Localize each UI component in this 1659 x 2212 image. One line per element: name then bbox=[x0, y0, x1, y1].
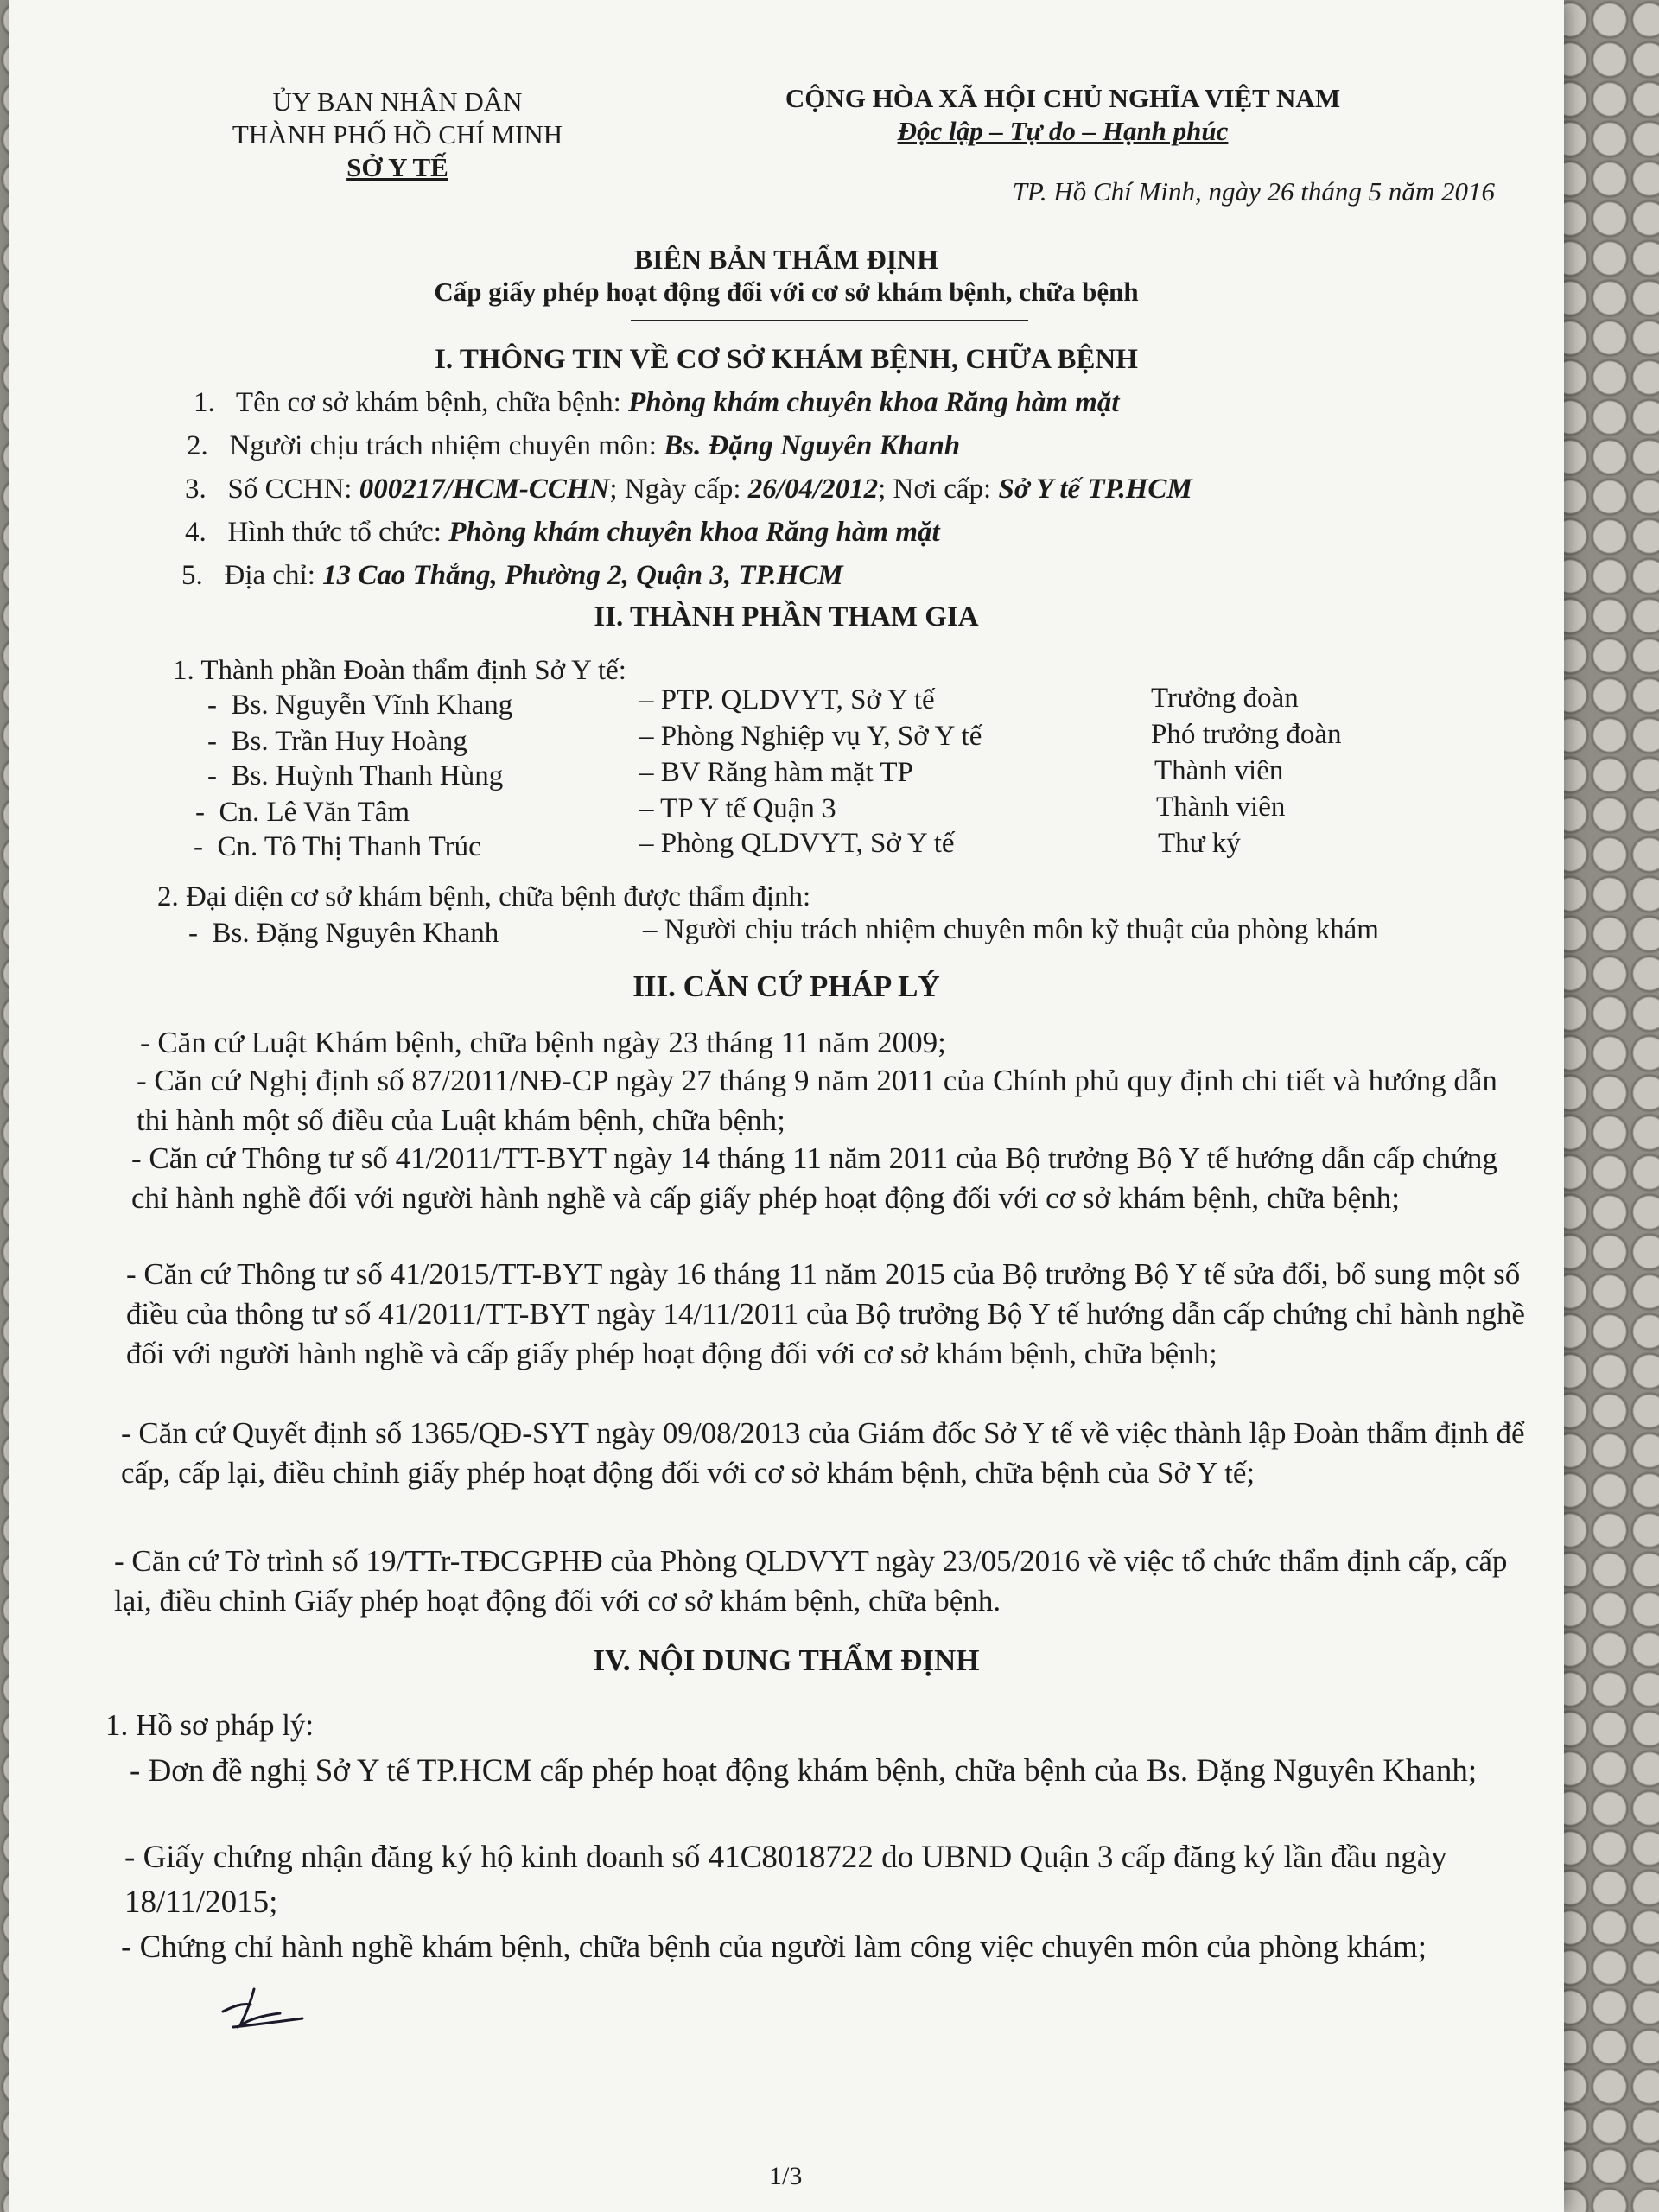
member-row: - Bs. Trần Huy Hoàng bbox=[207, 726, 467, 757]
legal-document-item: - Chứng chỉ hành nghề khám bệnh, chữa bệnh của người làm công việc chuyên môn của phòng khám; bbox=[121, 1929, 1427, 1965]
section1-item-5 bbox=[181, 560, 843, 592]
legal-basis-item: - Căn cứ Quyết định số 1365/QĐ-SYT ngày 09/08/2013 của Giám đốc Sở Y tế về việc thành lập Đoàn thẩm định để cấp, cấp lại, điều chỉnh giấy phép hoạt động đối với cơ sở khám bệnh, chữa bệnh của Sở Y tế; bbox=[121, 1416, 1525, 1490]
section4-sub1: 1. Hồ sơ pháp lý: bbox=[105, 1708, 315, 1742]
section2-heading: II. THÀNH PHẦN THAM GIA bbox=[594, 601, 979, 632]
member-org: – Phòng Nghiệp vụ Y, Sở Y tế bbox=[639, 721, 982, 752]
header-left-line1: ỦY BAN NHÂN DÂN bbox=[272, 86, 523, 117]
handwritten-initials bbox=[216, 1977, 311, 2037]
section3-heading: III. CĂN CỨ PHÁP LÝ bbox=[632, 969, 940, 1003]
document-page bbox=[9, 0, 1564, 2212]
document-date: TP. Hồ Chí Minh, ngày 26 tháng 5 năm 2016 bbox=[1012, 176, 1495, 207]
section1-heading: I. THÔNG TIN VỀ CƠ SỞ KHÁM BỆNH, CHỮA BỆNH bbox=[435, 344, 1138, 375]
legal-document-item: - Đơn đề nghị Sở Y tế TP.HCM cấp phép hoạt động khám bệnh, chữa bệnh của Bs. Đặng Nguyên Khanh; bbox=[130, 1753, 1478, 1789]
member-row: - Cn. Lê Văn Tâm bbox=[195, 797, 410, 828]
section4-heading: IV. NỘI DUNG THẨM ĐỊNH bbox=[593, 1643, 980, 1677]
member-org: – Phòng QLDVYT, Sở Y tế bbox=[639, 828, 955, 859]
item-number: 5. bbox=[181, 560, 203, 591]
legal-basis-item: - Căn cứ Tờ trình số 19/TTr-TĐCGPHĐ của Phòng QLDVYT ngày 23/05/2016 về việc tổ chức thẩm định cấp, cấp lại, điều chỉnh Giấy phép hoạt động đối với cơ sở khám bệnh, chữa bệnh. bbox=[114, 1544, 1508, 1618]
document-subtitle: Cấp giấy phép hoạt động đối với cơ sở khám bệnh, chữa bệnh bbox=[434, 276, 1139, 307]
section2-group2-title: 2. Đại diện cơ sở khám bệnh, chữa bệnh được thẩm định: bbox=[157, 881, 811, 912]
member-row: - Cn. Tô Thị Thanh Trúc bbox=[194, 831, 481, 862]
member-role: Thư ký bbox=[1158, 828, 1241, 859]
member-role: Thành viên bbox=[1154, 755, 1284, 786]
cchn-number: 000217/HCM-CCHN bbox=[359, 474, 610, 505]
issuer: Sở Y tế TP.HCM bbox=[998, 474, 1192, 505]
item-value: Bs. Đặng Nguyên Khanh bbox=[664, 430, 961, 461]
member-role: Thành viên bbox=[1156, 791, 1286, 823]
section2-group1-title: 1. Thành phần Đoàn thẩm định Sở Y tế: bbox=[173, 655, 626, 686]
item-value: 13 Cao Thắng, Phường 2, Quận 3, TP.HCM bbox=[322, 560, 843, 591]
section1-item-4 bbox=[185, 517, 940, 549]
representative-row: - Bs. Đặng Nguyên Khanh bbox=[188, 918, 499, 949]
representative-name: Bs. Đặng Nguyên Khanh bbox=[212, 918, 499, 949]
header-left-line3: SỞ Y TẾ bbox=[346, 152, 448, 182]
item-label: Địa chỉ: bbox=[224, 560, 323, 591]
member-name: Bs. Huỳnh Thanh Hùng bbox=[231, 760, 504, 791]
member-name: Cn. Lê Văn Tâm bbox=[219, 797, 410, 828]
issue-date: 26/04/2012 bbox=[747, 474, 879, 505]
page-number: 1/3 bbox=[769, 2162, 803, 2190]
section1-item-1 bbox=[194, 387, 1120, 419]
member-org: – BV Răng hàm mặt TP bbox=[639, 757, 913, 788]
item-label: ; Ngày cấp: bbox=[609, 474, 748, 505]
item-value: Phòng khám chuyên khoa Răng hàm mặt bbox=[628, 387, 1120, 418]
legal-document-item: - Giấy chứng nhận đăng ký hộ kinh doanh số 41C8018722 do UBND Quận 3 cấp đăng ký lần đầu ngày 18/11/2015; bbox=[124, 1840, 1447, 1920]
item-label: ; Nơi cấp: bbox=[878, 474, 999, 505]
document-title: BIÊN BẢN THẨM ĐỊNH bbox=[633, 244, 939, 275]
section1-item-2 bbox=[187, 430, 960, 462]
item-label: Số CCHN: bbox=[227, 474, 359, 505]
member-name: Bs. Nguyễn Vĩnh Khang bbox=[231, 690, 513, 721]
member-name: Bs. Trần Huy Hoàng bbox=[231, 726, 467, 757]
item-label: Tên cơ sở khám bệnh, chữa bệnh: bbox=[235, 387, 629, 418]
item-number: 1. bbox=[194, 387, 215, 418]
item-label: Hình thức tổ chức: bbox=[227, 517, 449, 548]
section1-item-3 bbox=[185, 474, 1192, 505]
legal-basis-item: - Căn cứ Luật Khám bệnh, chữa bệnh ngày 23 tháng 11 năm 2009; bbox=[140, 1026, 946, 1059]
item-number: 4. bbox=[185, 517, 207, 548]
legal-basis-item: - Căn cứ Thông tư số 41/2011/TT-BYT ngày 14 tháng 11 năm 2011 của Bộ trưởng Bộ Y tế hướng dẫn cấp chứng chỉ hành nghề đối với người hành nghề và cấp giấy phép hoạt động đối với cơ sở khám bệnh, chữa bệnh; bbox=[131, 1141, 1497, 1215]
item-value: Phòng khám chuyên khoa Răng hàm mặt bbox=[448, 517, 940, 548]
item-number: 2. bbox=[187, 430, 208, 461]
header-right-line1: CỘNG HÒA XÃ HỘI CHỦ NGHĨA VIỆT NAM bbox=[785, 83, 1341, 113]
title-divider bbox=[631, 320, 1028, 321]
member-role: Phó trưởng đoàn bbox=[1151, 719, 1342, 750]
item-label: Người chịu trách nhiệm chuyên môn: bbox=[229, 430, 664, 461]
member-org: – PTP. QLDVYT, Sở Y tế bbox=[639, 684, 935, 715]
legal-basis-item: - Căn cứ Nghị định số 87/2011/NĐ-CP ngày 27 tháng 9 năm 2011 của Chính phủ quy định chi tiết và hướng dẫn thi hành một số điều của Luật khám bệnh, chữa bệnh; bbox=[137, 1064, 1497, 1137]
member-row: - Bs. Nguyễn Vĩnh Khang bbox=[207, 690, 513, 721]
header-right-line2: Độc lập – Tự do – Hạnh phúc bbox=[897, 116, 1229, 146]
item-number: 3. bbox=[185, 474, 207, 505]
member-row: - Bs. Huỳnh Thanh Hùng bbox=[207, 760, 504, 791]
member-name: Cn. Tô Thị Thanh Trúc bbox=[217, 831, 481, 862]
header-left-line2: THÀNH PHỐ HỒ CHÍ MINH bbox=[232, 119, 563, 149]
member-role: Trưởng đoàn bbox=[1151, 683, 1299, 714]
legal-basis-item: - Căn cứ Thông tư số 41/2015/TT-BYT ngày 16 tháng 11 năm 2015 của Bộ trưởng Bộ Y tế sửa đổi, bổ sung một số điều của thông tư số 41/2011/TT-BYT ngày 14/11/2011 của Bộ trưởng Bộ Y tế hướng dẫn cấp chứng chỉ hành nghề đối với người hành nghề và cấp giấy phép hoạt động đối với cơ sở khám bệnh, chữa bệnh; bbox=[126, 1257, 1525, 1370]
representative-role: – Người chịu trách nhiệm chuyên môn kỹ thuật của phòng khám bbox=[643, 914, 1379, 945]
member-org: – TP Y tế Quận 3 bbox=[639, 793, 836, 824]
